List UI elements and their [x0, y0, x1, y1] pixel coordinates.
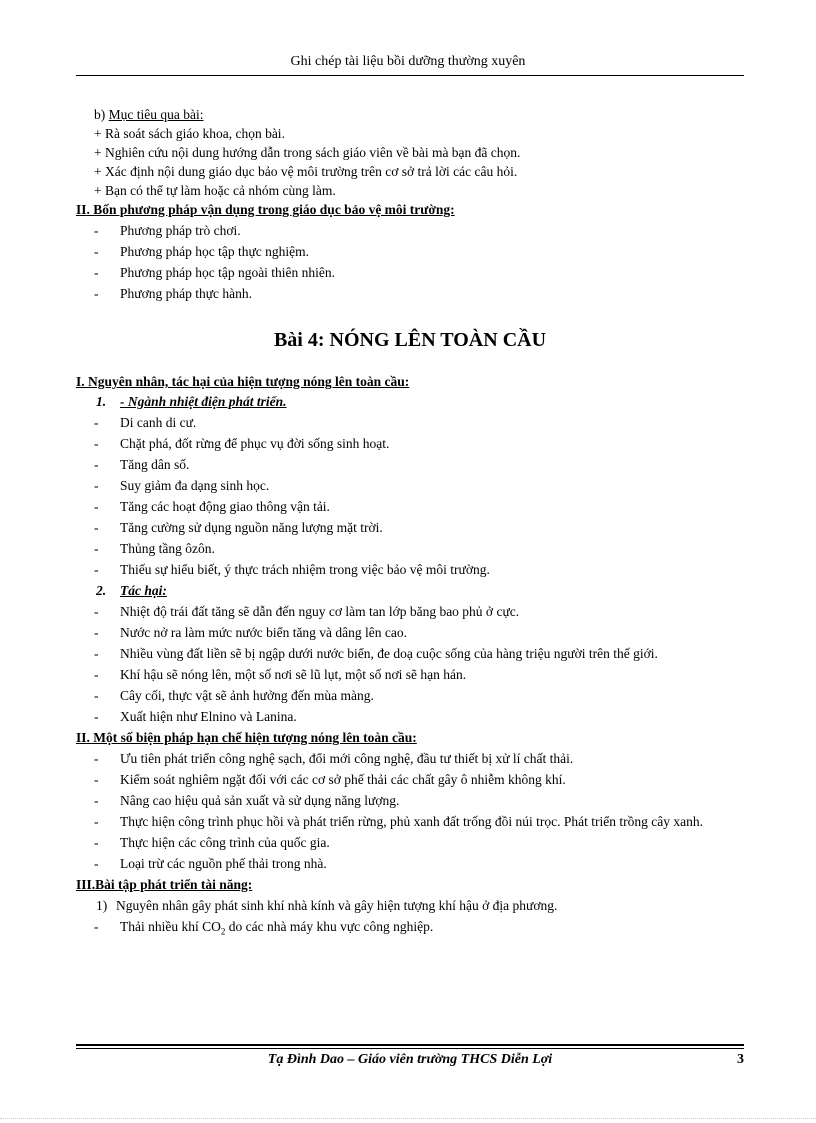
section-ii-heading: II. Một số biện pháp hạn chế hiện tượng nóng lên toàn cầu: — [76, 730, 417, 745]
harm-text: Nước nở ra làm mức nước biển tăng và dâng lên cao. — [120, 625, 408, 640]
question-text: Nguyên nhân gây phát sinh khí nhà kính và gây hiện tượng khí hậu ở địa phương. — [116, 898, 558, 913]
measure-item: - Thực hiện công trình phục hồi và phát triển rừng, phủ xanh đất trống đồi núi trọc. Phát triển trồng cây xanh. — [94, 814, 703, 829]
harm-text: Nhiều vùng đất liền sẽ bị ngập dưới nước biển, đe doạ cuộc sống của hàng triệu người trên thế giới. — [120, 646, 658, 661]
cause-item: - Tăng các hoạt động giao thông vận tải. — [94, 499, 330, 514]
cause-item: - Thiếu sự hiểu biết, ý thực trách nhiệm trong việc bảo vệ môi trường. — [94, 562, 490, 577]
cause-item: - Tăng cường sử dụng nguồn năng lượng mặt trời. — [94, 520, 383, 535]
footer-divider-thin — [76, 1048, 744, 1049]
part-b-item: + Bạn có thể tự làm hoặc cả nhóm cùng làm. — [94, 183, 336, 198]
sub1-number: 1. — [96, 394, 107, 409]
cause-text: Tăng cường sử dụng nguồn năng lượng mặt trời. — [120, 520, 383, 535]
part-b-item: + Nghiên cứu nội dung hướng dẫn trong sách giáo viên về bài mà bạn đã chọn. — [94, 145, 521, 160]
page-number: 3 — [737, 1052, 744, 1067]
harm-text: Khí hậu sẽ nóng lên, một số nơi sẽ lũ lụt, một số nơi sẽ hạn hán. — [120, 667, 467, 682]
harm-text: Nhiệt độ trái đất tăng sẽ dẫn đến nguy cơ làm tan lớp băng bao phủ ở cực. — [120, 604, 520, 619]
method-text: Phương pháp học tập ngoài thiên nhiên. — [120, 265, 336, 280]
measure-text: Thực hiện các công trình của quốc gia. — [120, 835, 330, 850]
footer-author: Tạ Đình Dao – Giáo viên trường THCS Diễn Lợi — [267, 1052, 553, 1067]
co2-subscript: 2 — [220, 926, 226, 937]
harm-item: - Xuất hiện như Elnino và Lanina. — [94, 709, 297, 724]
measure-text: Nâng cao hiệu quả sản xuất và sử dụng năng lượng. — [120, 793, 400, 808]
question-number: 1) — [96, 898, 108, 913]
cause-text: Suy giảm đa dạng sinh học. — [120, 478, 270, 493]
harm-item: - Nhiều vùng đất liền sẽ bị ngập dưới nước biển, đe doạ cuộc sống của hàng triệu người trên thế giới. — [94, 646, 658, 661]
measure-text: Thực hiện công trình phục hồi và phát triển rừng, phủ xanh đất trống đồi núi trọc. Phát triển trồng cây xanh. — [120, 814, 703, 829]
page-header-title: Ghi chép tài liệu bồi dưỡng thường xuyên — [290, 54, 526, 69]
part-b-title: Mục tiêu qua bài: — [108, 107, 204, 122]
method-text: Phương pháp trò chơi. — [120, 223, 241, 238]
exercise-question-1 — [76, 896, 744, 915]
measure-item: - Ưu tiên phát triển công nghệ sạch, đổi mới công nghệ, đầu tư thiết bị xử lí chất thải. — [94, 751, 574, 766]
part-b-item: + Rà soát sách giáo khoa, chọn bài. — [94, 126, 285, 141]
cause-item: - Thủng tầng ôzôn. — [94, 541, 215, 556]
harm-item: - Nhiệt độ trái đất tăng sẽ dẫn đến nguy cơ làm tan lớp băng bao phủ ở cực. — [94, 604, 520, 619]
harm-item: - Cây cối, thực vật sẽ ảnh hưởng đến mùa màng. — [94, 688, 374, 703]
harm-item: - Khí hậu sẽ nóng lên, một số nơi sẽ lũ lụt, một số nơi sẽ hạn hán. — [94, 667, 467, 682]
measure-text: Loại trừ các nguồn phế thải trong nhà. — [120, 856, 327, 871]
method-item: - Phương pháp thực hành. — [94, 286, 253, 301]
method-item: - Phương pháp học tập thực nghiệm. — [94, 244, 309, 259]
section-i-subheading-1 — [76, 392, 744, 411]
part-b-heading — [76, 105, 744, 124]
measure-item: - Kiểm soát nghiêm ngặt đối với các cơ sở phế thải các chất gây ô nhiễm không khí. — [94, 772, 566, 787]
lesson-title: Bài 4: NÓNG LÊN TOÀN CẦU — [273, 329, 547, 351]
harm-text: Xuất hiện như Elnino và Lanina. — [120, 709, 297, 724]
harm-item: - Nước nở ra làm mức nước biển tăng và dâng lên cao. — [94, 625, 408, 640]
measure-item: - Thực hiện các công trình của quốc gia. — [94, 835, 330, 850]
section-i-heading: I. Nguyên nhân, tác hại của hiện tượng nóng lên toàn cầu: — [76, 374, 410, 389]
method-text: Phương pháp học tập thực nghiệm. — [120, 244, 309, 259]
method-item: - Phương pháp trò chơi. — [94, 223, 241, 238]
page-bottom-edge — [0, 1118, 816, 1119]
answer-text-after: do các nhà máy khu vực công nghiệp. — [225, 919, 434, 934]
cause-item: - Suy giảm đa dạng sinh học. — [94, 478, 270, 493]
sub2-title: Tác hại: — [120, 583, 167, 598]
method-text: Phương pháp thực hành. — [120, 286, 253, 301]
document-body — [76, 105, 744, 944]
cause-item: - Di canh di cư. — [94, 415, 197, 430]
sub2-number: 2. — [96, 583, 107, 598]
method-item: - Phương pháp học tập ngoài thiên nhiên. — [94, 265, 336, 280]
cause-item: - Chặt phá, đốt rừng để phục vụ đời sống sinh hoạt. — [94, 436, 390, 451]
section-i-subheading-2 — [76, 581, 744, 600]
measure-item: - Nâng cao hiệu quả sản xuất và sử dụng năng lượng. — [94, 793, 400, 808]
cause-text: Tăng dân số. — [120, 457, 190, 472]
part-b-item: + Xác định nội dung giáo dục bảo vệ môi trường trên cơ sở trả lời các câu hỏi. — [94, 164, 518, 179]
harm-text: Cây cối, thực vật sẽ ảnh hưởng đến mùa màng. — [120, 688, 374, 703]
cause-text: Chặt phá, đốt rừng để phục vụ đời sống sinh hoạt. — [120, 436, 390, 451]
section-iii-heading: III.Bài tập phát triển tài năng: — [76, 877, 253, 892]
methods-heading: II. Bốn phương pháp vận dụng trong giáo dục bảo vệ môi trường: — [76, 202, 455, 217]
cause-item: - Tăng dân số. — [94, 457, 190, 472]
cause-text: Thiếu sự hiểu biết, ý thực trách nhiệm trong việc bảo vệ môi trường. — [120, 562, 490, 577]
header-divider — [76, 75, 744, 76]
measure-item: - Loại trừ các nguồn phế thải trong nhà. — [94, 856, 327, 871]
answer-text-before: Thải nhiều khí CO — [120, 919, 221, 934]
sub1-title: - Ngành nhiệt điện phát triển. — [120, 394, 287, 409]
cause-text: Tăng các hoạt động giao thông vận tải. — [120, 499, 330, 514]
answer-item: - Thải nhiều khí $CO_2$ do các nhà máy khu vực công nghiệp. — [94, 919, 434, 937]
measure-text: Kiểm soát nghiêm ngặt đối với các cơ sở phế thải các chất gây ô nhiễm không khí. — [120, 772, 566, 787]
measure-text: Ưu tiên phát triển công nghệ sạch, đổi mới công nghệ, đầu tư thiết bị xử lí chất thải. — [120, 751, 574, 766]
part-b-label: b) — [94, 107, 106, 122]
cause-text: Di canh di cư. — [120, 415, 197, 430]
cause-text: Thủng tầng ôzôn. — [120, 541, 215, 556]
footer-divider-thick — [76, 1044, 744, 1046]
